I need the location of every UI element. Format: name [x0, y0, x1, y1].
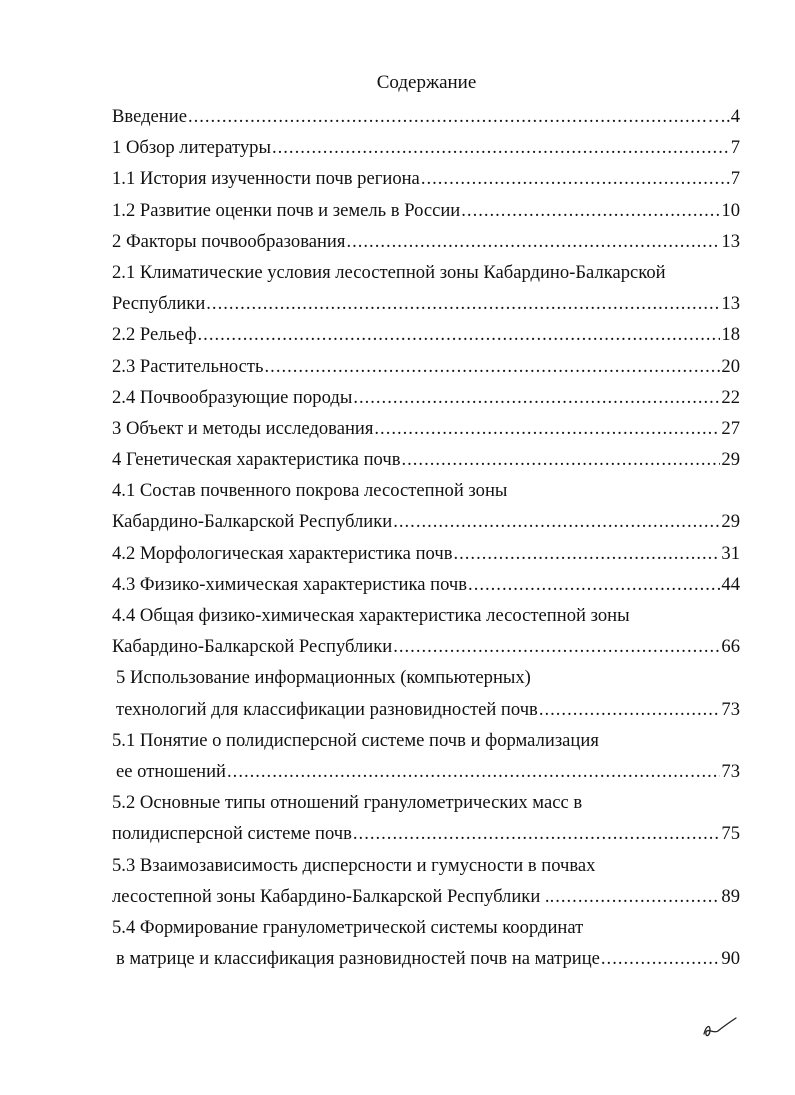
toc-entry-text: полидисперсной системе почв	[112, 823, 352, 845]
toc-entry-text: 4 Генетическая характеристика почв	[112, 449, 401, 471]
toc-entry-page: 89	[721, 885, 740, 907]
toc-entry-text: 5 Использование информационных (компьютерных)	[116, 667, 531, 689]
toc-entry	[112, 662, 740, 693]
toc-entry-page: 29	[721, 511, 740, 533]
toc-leader-dots	[393, 631, 720, 662]
toc-entry-page: 29	[721, 449, 740, 471]
toc-entry-page: 18	[721, 324, 740, 346]
toc-entry-page: 13	[721, 293, 740, 315]
toc-entry	[112, 132, 740, 163]
toc-entry-text: лесостепной зоны Кабардино-Балкарской Республики ..	[112, 885, 555, 907]
toc-entry-page: 10	[721, 199, 740, 221]
toc-entry-text: 2.2 Рельеф	[112, 324, 197, 346]
toc-entry	[112, 600, 740, 631]
toc-entry-text: Введение	[112, 106, 187, 127]
toc-entry	[112, 631, 740, 662]
toc-entry-page: 7	[730, 137, 740, 159]
toc-entry-page: 27	[721, 417, 740, 439]
toc-entry	[112, 413, 740, 444]
toc-leader-dots	[346, 226, 720, 257]
toc-entry	[112, 288, 740, 319]
toc-entry-text: 1.2 Развитие оценки почв и земель в России	[112, 199, 461, 221]
toc-entry-text: 5.1 Понятие о полидисперсной системе почв и формализация	[112, 729, 599, 751]
toc-leader-dots	[188, 101, 707, 132]
toc-entry-text: 1.1 История изученности почв региона	[112, 168, 420, 190]
toc-entry	[112, 351, 740, 382]
toc-entry	[112, 787, 740, 818]
toc-leader-dots	[601, 943, 721, 974]
toc-entry-text: 2.4 Почвообразующие породы	[112, 386, 353, 408]
toc-entry-text: 4.3 Физико-химическая характеристика почв	[112, 573, 468, 595]
toc-entry	[112, 569, 740, 600]
toc-leader-dots	[227, 756, 720, 787]
toc-title: Содержание	[376, 72, 477, 93]
toc-entry	[112, 725, 740, 756]
toc-entry	[112, 195, 740, 226]
toc-entry-text: 2.3 Растительность	[112, 355, 264, 377]
toc-entry	[112, 163, 740, 194]
toc-leader-dots	[421, 163, 730, 194]
toc-entry-text: 2 Факторы почвообразования	[112, 230, 346, 252]
toc-entry-text: ее отношений	[116, 760, 227, 782]
toc-entry-text: 1 Обзор литературы	[112, 137, 271, 159]
toc-leader-dots	[374, 413, 720, 444]
toc-leader-dots	[468, 569, 720, 600]
toc-leader-dots	[393, 506, 720, 537]
toc-entry-text: 2.1 Климатические условия лесостепной зоны Кабардино-Балкарской	[112, 261, 666, 283]
toc-entry-text: Республики	[112, 293, 206, 315]
toc-entry	[112, 943, 740, 974]
toc-leader-dots	[555, 881, 720, 912]
toc-entry-text: 4.2 Морфологическая характеристика почв	[112, 542, 453, 564]
toc-entry	[112, 319, 740, 350]
toc-entry	[112, 818, 740, 849]
toc-entry	[112, 912, 740, 943]
toc-entry	[112, 444, 740, 475]
toc-entry-page: 66	[721, 636, 740, 658]
toc-leader-dots	[461, 195, 720, 226]
table-of-contents	[112, 101, 740, 974]
toc-entry-page: 44	[721, 573, 740, 595]
toc-leader-dots	[265, 351, 721, 382]
toc-entry-text: технологий для классификации разновидностей почв	[116, 698, 538, 720]
toc-entry-page: 90	[721, 948, 740, 970]
toc-entry-page: ….4	[707, 106, 740, 127]
toc-entry	[112, 694, 740, 725]
toc-entry-page: 73	[721, 760, 740, 782]
toc-leader-dots	[353, 818, 721, 849]
toc-entry-text: 5.2 Основные типы отношений гранулометрических масс в	[112, 792, 583, 814]
toc-entry	[112, 506, 740, 537]
toc-entry	[112, 382, 740, 413]
toc-entry-text: 5.4 Формирование гранулометрической системы координат	[112, 916, 584, 938]
toc-entry	[112, 226, 740, 257]
toc-leader-dots	[539, 694, 721, 725]
toc-entry-text: 4.4 Общая физико-химическая характеристика лесостепной зоны	[112, 605, 630, 626]
toc-entry	[112, 538, 740, 569]
toc-entry-page: 73	[721, 698, 740, 720]
toc-entry-page: 20	[721, 355, 740, 377]
toc-entry	[112, 850, 740, 881]
toc-entry-text: 4.1 Состав почвенного покрова лесостепной зоны	[112, 480, 508, 502]
toc-leader-dots	[401, 444, 720, 475]
toc-entry-text: в матрице и классификация разновидностей почв на матрице	[116, 948, 600, 970]
toc-leader-dots	[198, 319, 721, 350]
toc-entry	[112, 756, 740, 787]
toc-entry	[112, 257, 740, 288]
signature-mark	[700, 1012, 740, 1042]
toc-entry-text: 3 Объект и методы исследования	[112, 417, 374, 439]
toc-entry-text: 5.3 Взаимозависимость дисперсности и гумусности в почвах	[112, 854, 596, 876]
toc-entry-page: 13	[721, 230, 740, 252]
toc-entry-page: 22	[721, 386, 740, 408]
toc-entry-text: Кабардино-Балкарской Республики	[112, 511, 393, 533]
toc-entry	[112, 881, 740, 912]
toc-entry-page: 31	[721, 542, 740, 564]
toc-leader-dots	[353, 382, 720, 413]
toc-leader-dots	[453, 538, 720, 569]
toc-entry-text: Кабардино-Балкарской Республики	[112, 636, 393, 658]
toc-entry-page: 7	[730, 168, 740, 190]
toc-entry	[112, 475, 740, 506]
toc-leader-dots	[272, 132, 730, 163]
toc-leader-dots	[206, 288, 720, 319]
toc-entry	[112, 101, 740, 132]
toc-entry-page: 75	[721, 823, 740, 845]
